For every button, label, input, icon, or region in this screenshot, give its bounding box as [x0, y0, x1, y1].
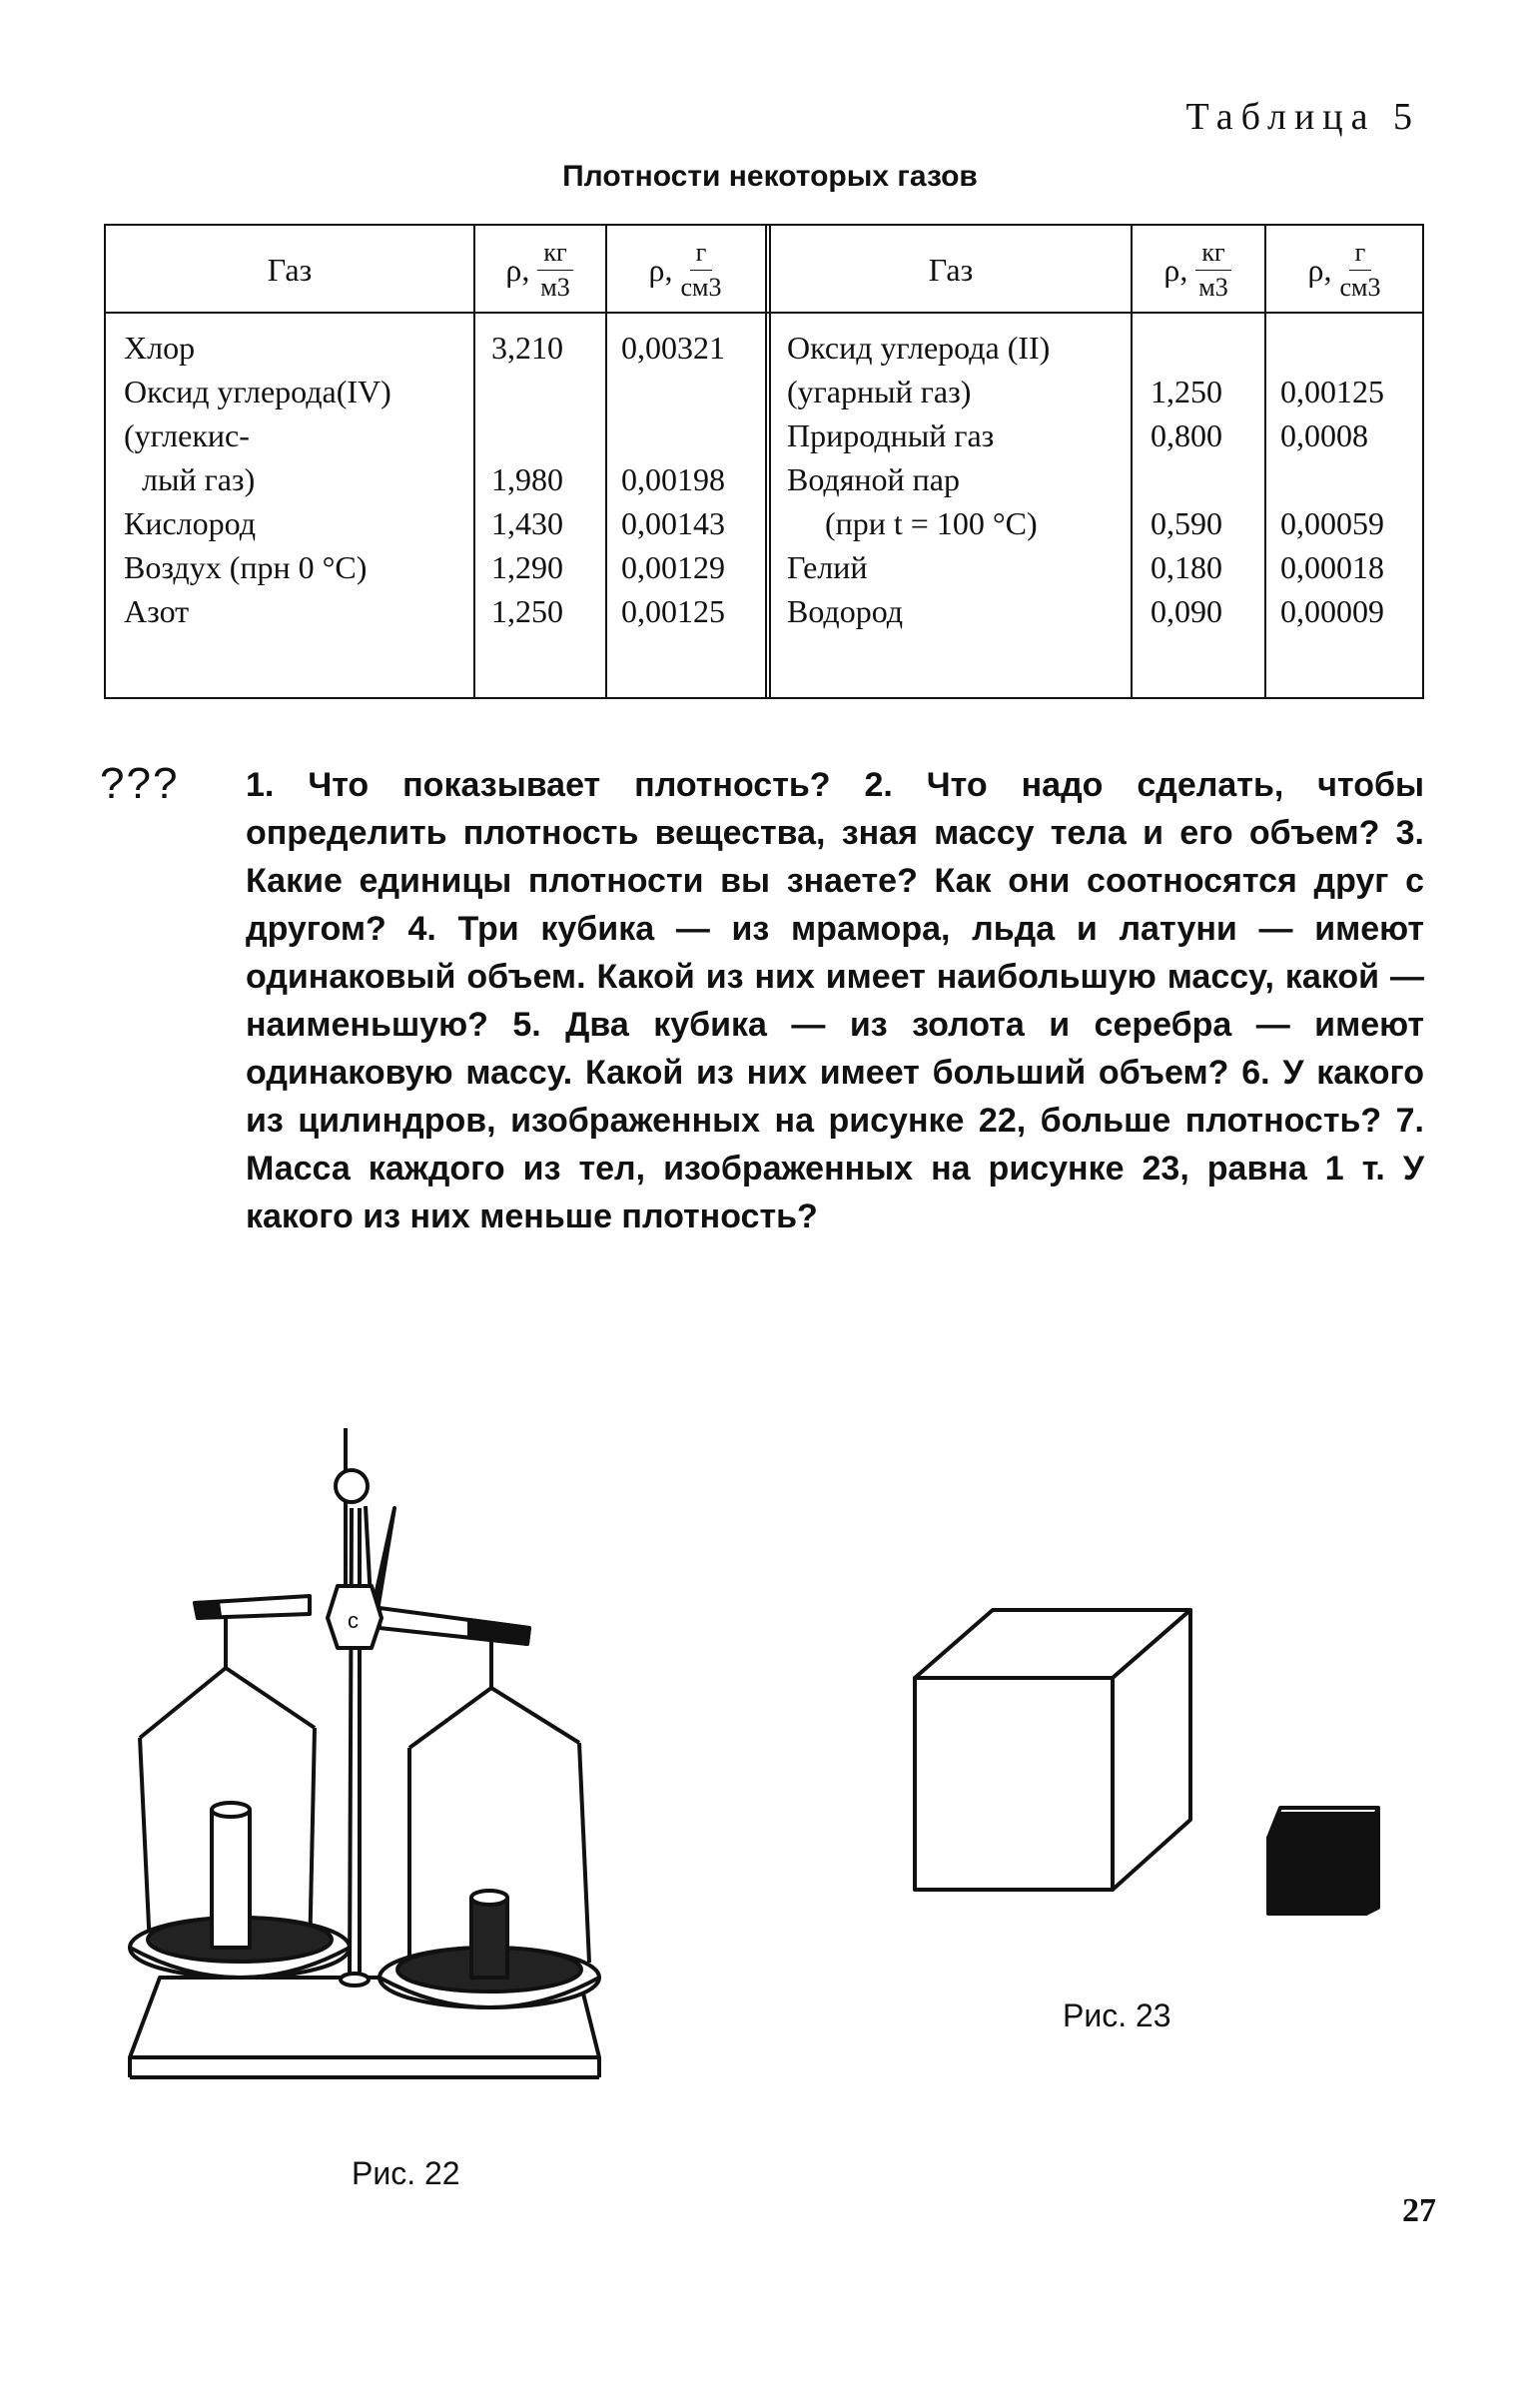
density-value [491, 413, 563, 457]
density-value: 0,00018 [1280, 549, 1384, 585]
svg-text:c: c [348, 1608, 359, 1633]
gas-name: Водяной пар [787, 461, 960, 497]
gas-name: Водород [787, 593, 904, 629]
density-value [1151, 457, 1222, 501]
header-g-cm3-left: ρ, $\frac{г}{см3}$ [648, 237, 722, 302]
header-kg-m3-right: ρ, $\frac{кг}{м3}$ [1131, 226, 1264, 314]
gas-name: Кислород [124, 505, 256, 541]
figure-23-cubes [899, 1598, 1398, 1918]
density-value [1280, 457, 1384, 501]
density-value: 1,430 [491, 505, 563, 541]
gas-name: Природный газ [787, 417, 995, 453]
density-value: 1,250 [491, 593, 563, 629]
density-value: 0,00125 [621, 593, 725, 629]
density-value [491, 370, 563, 413]
gas-name: (угарный газ) [787, 374, 972, 409]
right-kg-m3-values [1151, 326, 1222, 633]
page-number: 27 [1402, 2192, 1436, 2229]
gas-name: Воздух (прн 0 °С) [124, 549, 368, 585]
right-gas-names [787, 326, 1050, 633]
density-value [1280, 326, 1384, 370]
density-value: 1,980 [491, 461, 563, 497]
density-value: 0,0008 [1280, 417, 1368, 453]
gas-name: (при t = 100 °С) [809, 505, 1038, 541]
header-gas-right: Газ [928, 251, 974, 288]
gas-name: лый газ) [142, 461, 256, 497]
left-gas-names [124, 326, 391, 633]
gas-name: Гелий [787, 549, 868, 585]
density-value [621, 413, 725, 457]
gas-name: Хлор [124, 330, 196, 366]
table-label: Таблица 5 [1185, 96, 1420, 138]
gas-density-table [104, 224, 1424, 699]
gas-name: Оксид углерода (II) [787, 330, 1051, 366]
review-questions: 1. Что показывает плотность? 2. Что надо сделать, чтобы определить плотность вещества, зная массу тела и его объем? 3. Какие единицы плотности вы знаете? Как они соотносятся друг с другом? 4. Три кубика — из мрамора, льда и латуни — имеют одинаковый объем. Какой из них имеет наибольшую массу, какой — наименьшую? 5. Два кубика — из золота и серебра — имеют одинаковую массу. Какой из них имеет больший объем? 6. У какого из цилиндров, изображенных на рисунке 22, больше плотность? 7. Масса каждого из тел, изображенных на рисунке 23, равна 1 т. У какого из них меньше плотность? [246, 766, 1424, 1235]
density-value: 0,00009 [1280, 593, 1384, 629]
header-g-cm3-right: ρ, $\frac{г}{см3}$ [1307, 237, 1381, 302]
density-value: 0,00125 [1280, 374, 1384, 409]
gas-name: Оксид углерода(IV) [124, 374, 391, 409]
density-value [621, 370, 725, 413]
gas-name: (углекис- [124, 417, 250, 453]
table-title: Плотности некоторых газов [562, 160, 978, 193]
density-value: 1,290 [491, 549, 563, 585]
right-g-cm3-values [1280, 326, 1384, 633]
figure-22-caption: Рис. 22 [352, 2155, 460, 2191]
figure-23-caption: Рис. 23 [1063, 1997, 1171, 2033]
density-value: 0,090 [1151, 593, 1222, 629]
density-value: 0,180 [1151, 549, 1222, 585]
density-value: 0,800 [1151, 417, 1222, 453]
density-value: 0,00129 [621, 549, 725, 585]
left-g-cm3-values [621, 326, 725, 633]
header-kg-m3-left: ρ, $\frac{кг}{м3}$ [473, 226, 605, 314]
density-value: 3,210 [491, 330, 563, 366]
gas-name: Азот [124, 593, 190, 629]
density-value: 1,250 [1151, 374, 1222, 409]
density-value: 0,00198 [621, 461, 725, 497]
density-value: 0,590 [1151, 505, 1222, 541]
density-value [1151, 326, 1222, 370]
questions-icon: ??? [100, 759, 180, 808]
left-kg-m3-values [491, 326, 563, 633]
density-value: 0,00143 [621, 505, 725, 541]
density-value: 0,00321 [621, 330, 725, 366]
figure-22-balance-scale [110, 1418, 609, 2117]
density-value: 0,00059 [1280, 505, 1384, 541]
header-gas-left: Газ [267, 251, 313, 288]
